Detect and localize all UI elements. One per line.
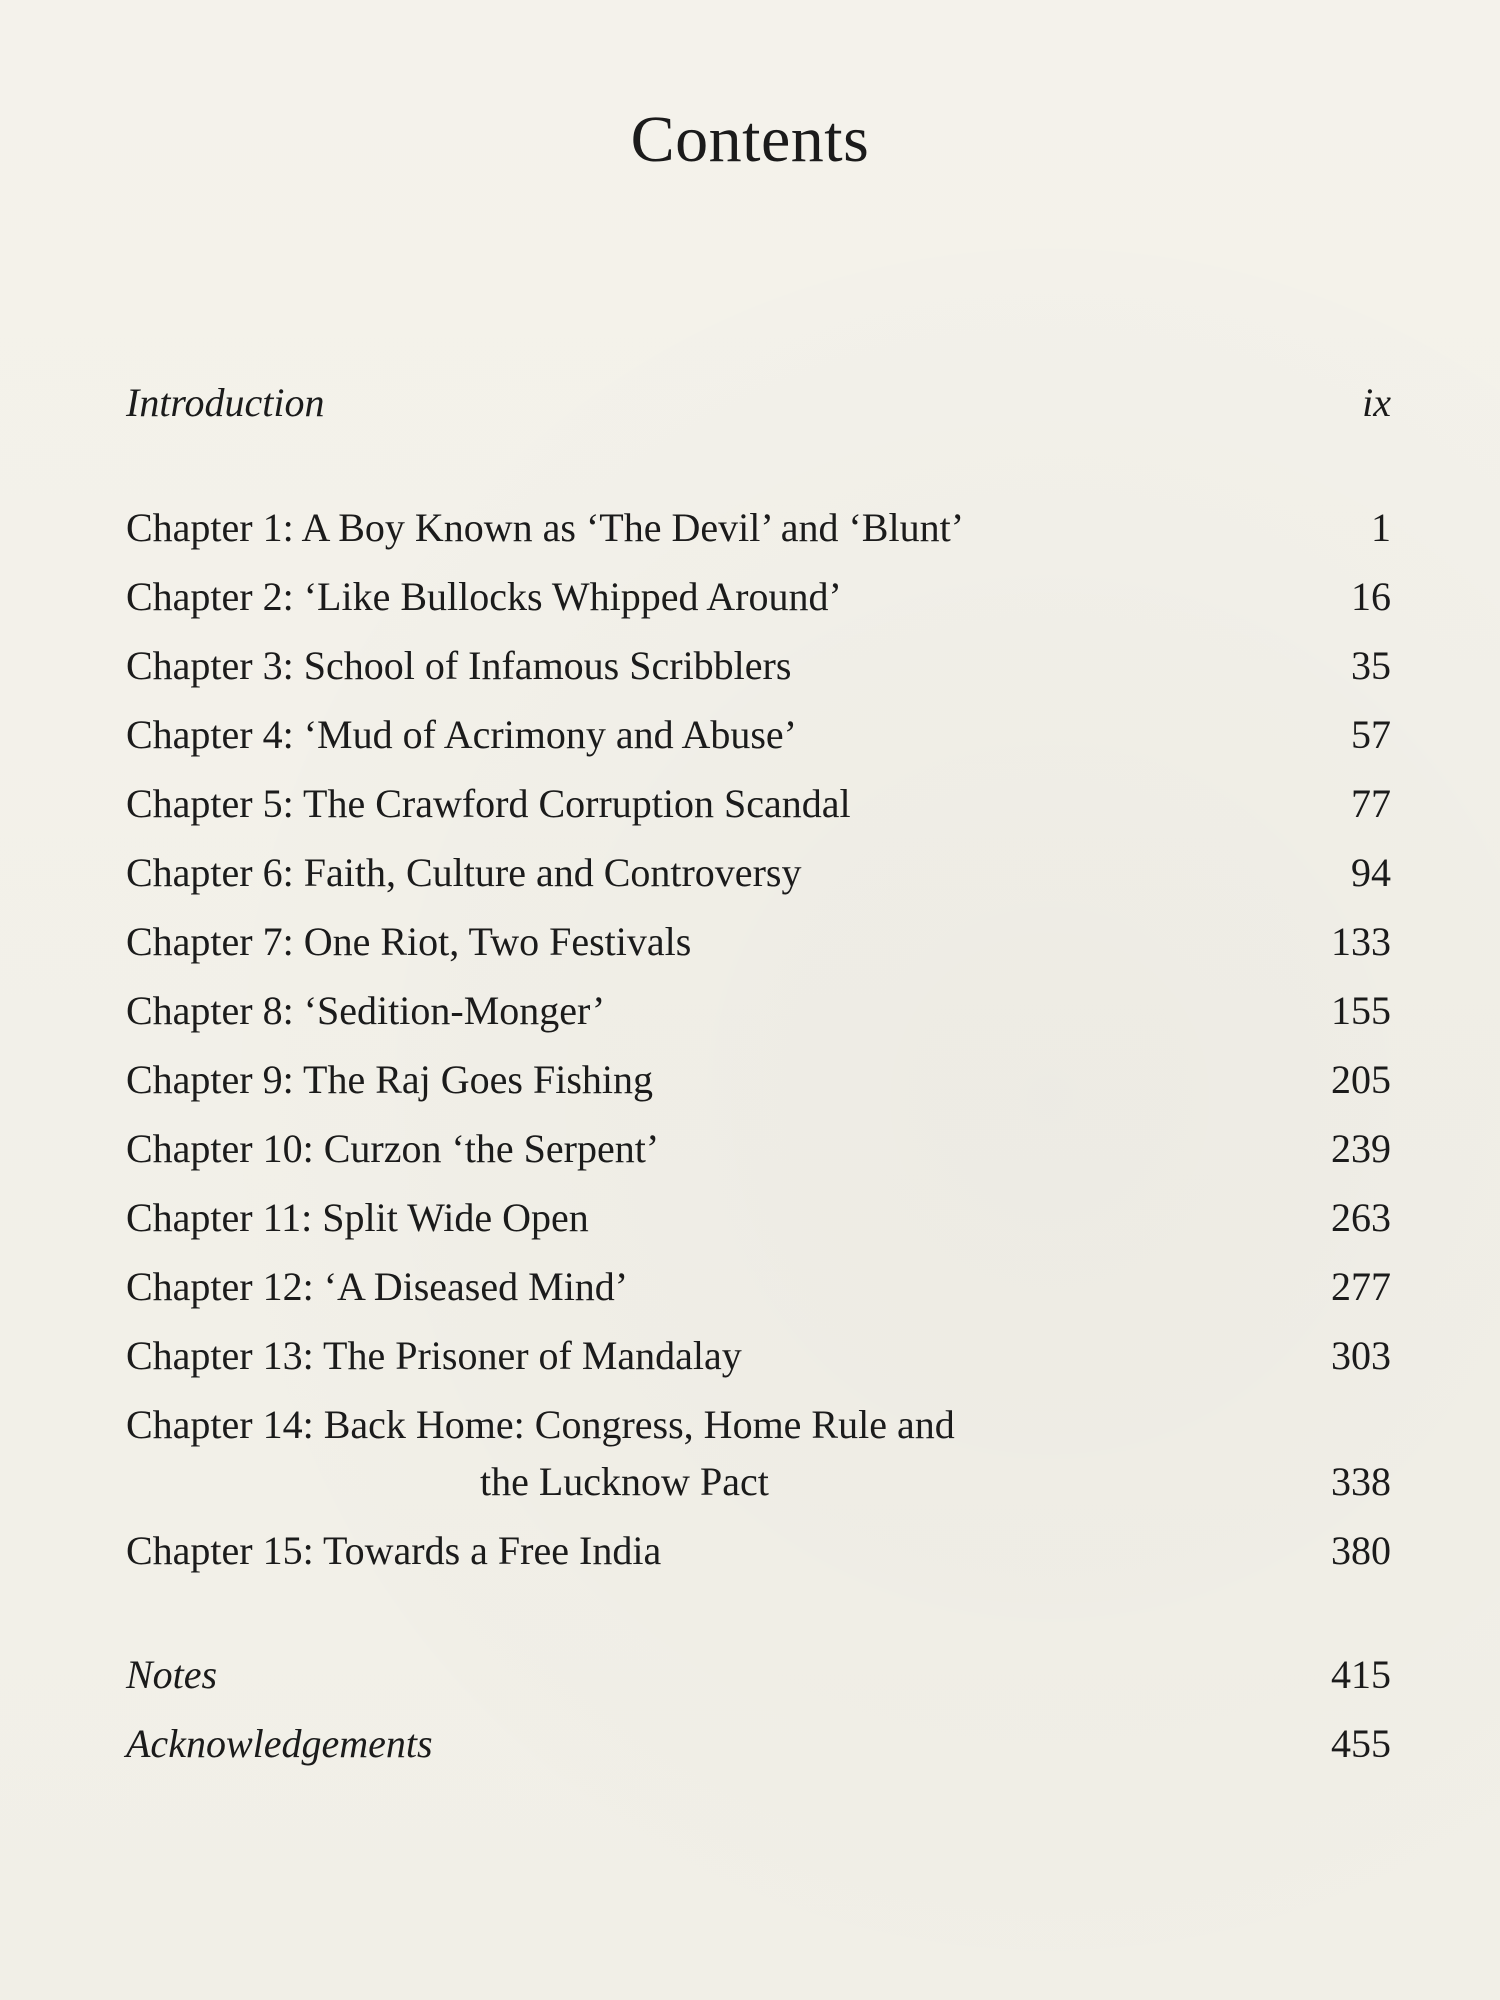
toc-entry-label: Notes: [126, 1652, 218, 1697]
toc-entry-page: 133: [1331, 919, 1391, 964]
toc-entry-chapter-4: [126, 707, 1391, 763]
toc-entry-chapter-2: [126, 569, 1391, 625]
toc-entry-page: 338: [1331, 1459, 1391, 1504]
toc-entry-chapter-12: [126, 1259, 1391, 1315]
toc-entry-chapter-8: [126, 983, 1391, 1039]
toc-entry-label: Chapter 9: The Raj Goes Fishing: [126, 1057, 653, 1102]
toc-entry-page: 415: [1331, 1652, 1391, 1697]
toc-entry-label: Chapter 3: School of Infamous Scribblers: [126, 643, 792, 688]
toc-entry-chapter-14-continued: [126, 1454, 1391, 1510]
toc-entry-introduction: [126, 375, 1391, 431]
toc-entry-page: 94: [1351, 850, 1391, 895]
toc-entry-label: Acknowledgements: [126, 1721, 433, 1766]
toc-entry-label: Chapter 14: Back Home: Congress, Home Rule and: [126, 1402, 955, 1447]
toc-entry-page: 35: [1351, 643, 1391, 688]
toc-entry-chapter-15: [126, 1523, 1391, 1579]
toc-entry-chapter-6: [126, 845, 1391, 901]
toc-entry-label: Chapter 12: ‘A Diseased Mind’: [126, 1264, 629, 1309]
toc-entry-chapter-3: [126, 638, 1391, 694]
toc-entry-label: Chapter 7: One Riot, Two Festivals: [126, 919, 692, 964]
toc-entry-label: Chapter 8: ‘Sedition-Monger’: [126, 988, 606, 1033]
toc-entry-chapter-1: [126, 500, 1391, 556]
toc-entry-page: 77: [1351, 781, 1391, 826]
toc-entry-chapter-14: [126, 1397, 1391, 1453]
toc-entry-chapter-13: [126, 1328, 1391, 1384]
toc-entry-acknowledgements: [126, 1716, 1391, 1772]
toc-entry-label: Chapter 15: Towards a Free India: [126, 1528, 662, 1573]
toc-entry-page: 1: [1371, 505, 1391, 550]
toc-entry-chapter-5: [126, 776, 1391, 832]
toc-entry-label: Chapter 13: The Prisoner of Mandalay: [126, 1333, 742, 1378]
toc-entry-page: 455: [1331, 1721, 1391, 1766]
toc-entry-label: Chapter 10: Curzon ‘the Serpent’: [126, 1126, 660, 1171]
toc-entry-page: 380: [1331, 1528, 1391, 1573]
toc-entry-page: 277: [1331, 1264, 1391, 1309]
toc-entry-notes: [126, 1647, 1391, 1703]
toc-entry-chapter-10: [126, 1121, 1391, 1177]
toc-entry-page: 239: [1331, 1126, 1391, 1171]
toc-entry-label: Chapter 4: ‘Mud of Acrimony and Abuse’: [126, 712, 797, 757]
toc-entry-label: Chapter 2: ‘Like Bullocks Whipped Around’: [126, 574, 842, 619]
toc-entry-label: Chapter 5: The Crawford Corruption Scandal: [126, 781, 851, 826]
toc-entry-label-continuation: the Lucknow Pact: [480, 1459, 769, 1504]
toc-entry-page: ix: [1362, 380, 1391, 425]
toc-entry-page: 205: [1331, 1057, 1391, 1102]
toc-entry-label: Chapter 1: A Boy Known as ‘The Devil’ and ‘Blunt’: [126, 505, 965, 550]
toc-entry-page: 263: [1331, 1195, 1391, 1240]
toc-entry-page: 57: [1351, 712, 1391, 757]
toc-entry-page: 155: [1331, 988, 1391, 1033]
toc-entry-page: 16: [1351, 574, 1391, 619]
toc-entry-chapter-11: [126, 1190, 1391, 1246]
toc-entry-label: Chapter 11: Split Wide Open: [126, 1195, 589, 1240]
page-title: Contents: [630, 103, 870, 176]
toc-entry-label: Introduction: [126, 380, 325, 425]
toc-entry-chapter-9: [126, 1052, 1391, 1108]
toc-entry-label: Chapter 6: Faith, Culture and Controversy: [126, 850, 802, 895]
toc-entry-chapter-7: [126, 914, 1391, 970]
toc-entry-page: 303: [1331, 1333, 1391, 1378]
